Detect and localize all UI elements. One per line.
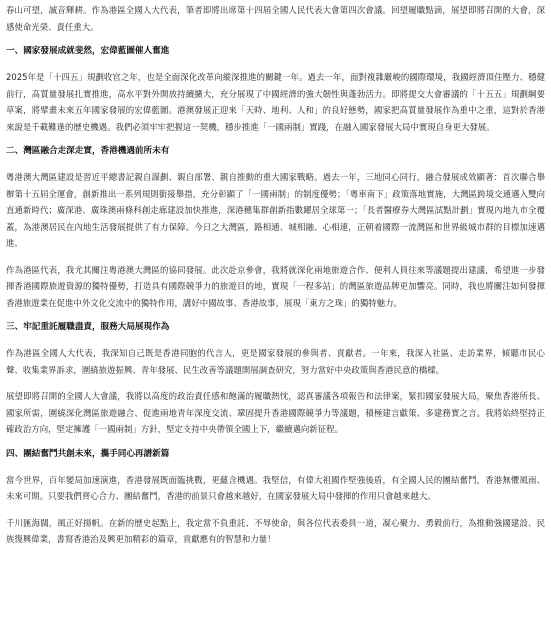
section-3-heading: 三、牢記重託履職盡責，服務大局展現作為 (6, 322, 170, 332)
section-3-paragraph-1: 作為港區全國人大代表，我深知自己既是香港同胞的代言人，更是國家發展的參與者、貢獻者。一年來，我深入社區、走訪業界，傾聽市民心聲、收集業界訴求，圍繞旅遊振興、青年發展、民生改善等議題開展調查研究，努力當好中央政策與香港民意的橋樑。 (6, 348, 545, 375)
section-4-paragraph-2: 千川匯海闊，風正好揚帆。在新的歷史起點上，我定當不負重託、不辱使命，與各位代表委員一道，凝心聚力、勇毅前行，為推動強國建設、民族復興偉業，書寫香港治及興更加精彩的篇章，貢獻應有的智慧和力量！ (6, 517, 545, 544)
section-4-paragraph-1: 當今世界，百年變局加速演進，香港發展既面臨挑戰，更蘊含機遇。我堅信，有偉大祖國作堅強後盾，有全國人民的團結奮鬥，香港無懼風雨、未來可期。只要我們齊心合力、團結奮鬥，香港的前景只會越來越好，在國家發展大局中發揮的作用只會越來越大。 (6, 474, 545, 501)
section-2-heading: 二、灣區融合走深走實，香港機遇前所未有 (6, 146, 170, 156)
section-1-paragraph-1: 2025年是「十四五」規劃收官之年，也是全面深化改革向縱深推進的關鍵一年。過去一年，面對複雜嚴峻的國際環境，我國經濟頂住壓力、穩健前行，高質量發展扎實推進，高水平對外開放持續擴大，充分展現了中國經濟的強大韌性與蓬勃活力。即將提交大會審議的「十五五」規劃綱要草案，將擘畫未來五年國家發展的宏偉藍圖。港澳發展正迎來「天時、地利、人和」的良好態勢，國家把高質量發展作為重中之重，這對於香港來說是千載難逢的歷史機遇。我們必須牢牢把握這一契機，穩步推進「一國兩制」實踐，在融入國家發展大局中實現自身更大發展。 (6, 72, 545, 132)
section-1-heading: 一、國家發展成就斐然，宏偉藍圖催人奮進 (6, 46, 170, 56)
section-4-heading: 四、團結奮鬥共創未來，攜手同心再譜新篇 (6, 448, 170, 459)
intro-paragraph: 春山可望，誠音輝耕。作為港區全國人大代表，筆者即將出席第十四屆全國人民代表大會第四次會議。回望履職點滴，展望即將召開的大會，深感使命光榮、責任重大。 (6, 5, 545, 32)
section-2-paragraph-1: 粵港澳大灣區建設是習近平總書記親自謀劃、親自部署、親自推動的重大國家戰略。過去一年，三地同心同行，融合發展成效顯著：首次聯合舉辦第十五屆全運會，創新推出一系列規則銜接舉措，充分彰顯了「一國兩制」的制度優勢；「粵車南下」政策落地實施，大灣區跨境交通邁入雙向直通新時代；廣深港、廣珠澳兩條科創走廊建設加快推進，深港穗集群創新指數躍居全球第一；「長者醫療券大灣區試點計劃」實現內地九市全覆蓋，為港澳居民在內地生活發展提供了有力保障。今日之大灣區，路相通、城相融、心相連，正朝着國際一流灣區和世界級城市群的目標加速邁進。 (6, 172, 545, 248)
section-3-paragraph-2: 展望即將召開的全國人大會議，我將以高度的政治責任感和飽滿的履職熱忱，認真審議各項報告和法律案，緊扣國家發展大局，聚焦香港所長、國家所需，圍繞深化灣區旅遊融合、促進兩地青年深度交流、鞏固提升香港國際競爭力等議題，積極建言獻策、多建務實之言。我將始終堅持正確政治方向，堅定擁護「一國兩制」方針，堅定支持中央帶領全國上下，繼續邁向新征程。 (6, 391, 545, 434)
section-2-paragraph-2: 作為港區代表，我尤其關注粵港澳大灣區的協同發展。此次赴京參會，我將就深化兩地旅遊合作、便利人員往來等議題提出建議，希望進一步發揮香港國際旅遊資源的獨特優勢，打造具有國際競爭力的旅遊目的地，實現「一程多站」的灣區旅遊品牌更加響亮。同時，我也將關注如何發揮香港旅遊業在促進中外文化交流中的獨特作用，講好中國故事、香港故事，展現「東方之珠」的獨特魅力。 (6, 264, 545, 308)
